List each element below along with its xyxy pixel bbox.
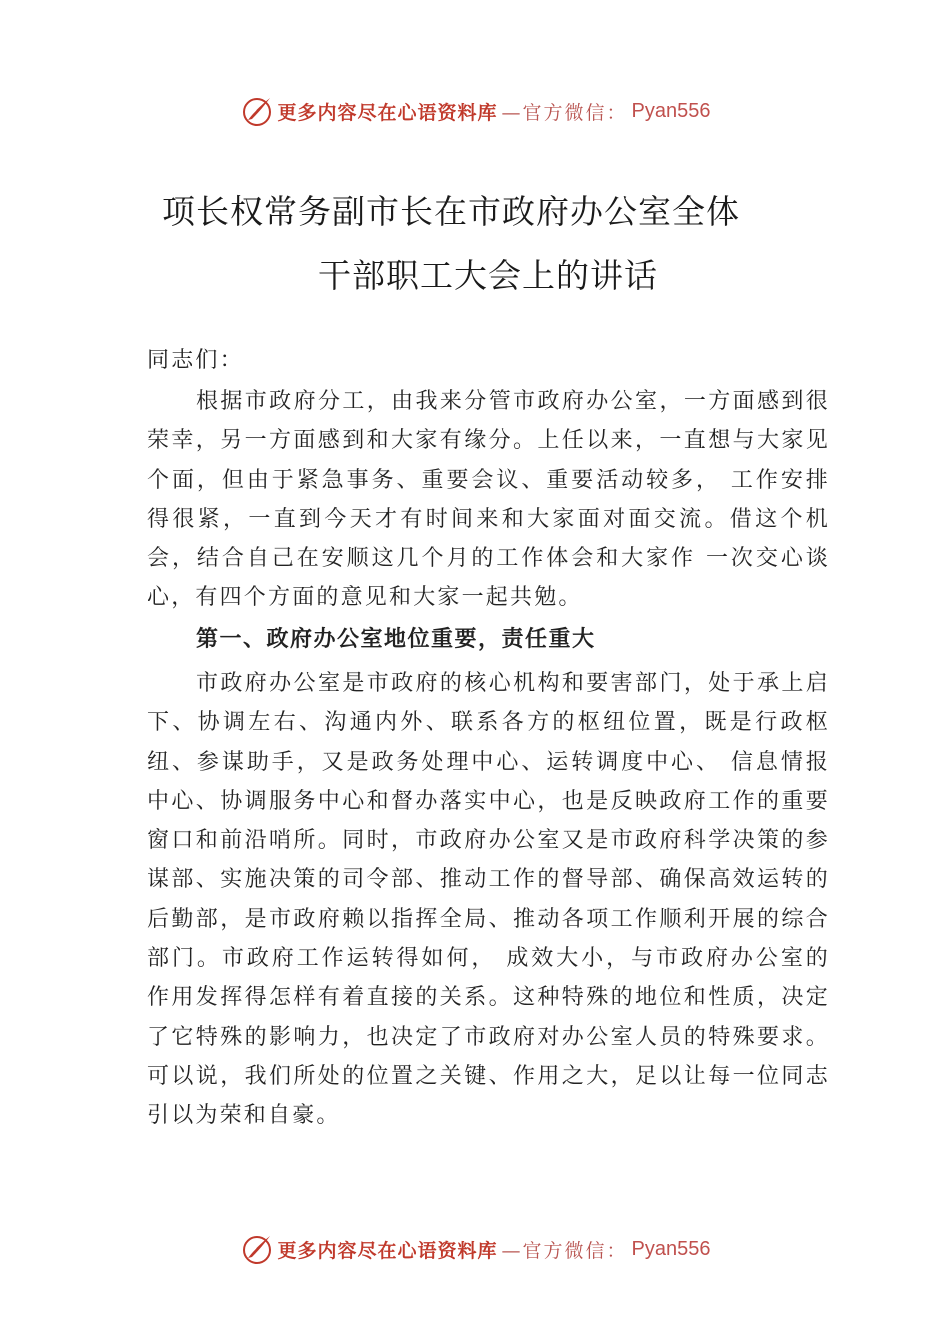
footer-watermark-banner — [0, 1232, 950, 1272]
quill-seal-icon — [240, 94, 274, 128]
header-watermark-banner — [0, 94, 950, 134]
document-title-line-1: 项长权常务副市长在市政府办公室全体 — [162, 192, 740, 231]
paragraph-2-text: 市政府办公室是市政府的核心机构和要害部门，处于承上启下、协调左右、沟通内外、联系各方的枢纽位置，既是行政枢纽、参谋助手，又是政务处理中心、运转调度中心、 信息情报中心、协调服务中心和督办落实中心，也是反映政府工作的重要窗口和前沿哨所。同时，市政府办公室又是市政府科学决策的参谋部、实施决策的司令部、推动工作的督导部、确保高效运转的后勤部，是市政府赖以指挥全局、推动各项工作顺利开展的综合部门。市政府工作运转得如何， 成效大小，与市政府办公室的作用发挥得怎样有着直接的关系。这种特殊的地位和性质，决定了它特殊的影响力，也决定了市政府对办公室人员的特殊要求。可以说，我们所处的位置之关键、作用之大，足以让每一位同志引以为荣和自豪。 — [147, 671, 830, 1129]
banner-wechat-id: Pyan556 — [631, 1237, 711, 1260]
banner-wechat-id: Pyan556 — [631, 99, 711, 122]
paragraph-1-text: 根据市政府分工，由我来分管市政府办公室，一方面感到很荣幸，另一方面感到和大家有缘分。上任以来，一直想与大家见个面，但由于紧急事务、重要会议、重要活动较多， 工作安排得很紧，一直到今天才有时间来和大家面对面交流。借这个机会，结合自己在安顺这几个月的工作体会和大家作 一次交心谈心，有四个方面的意见和大家一起共勉。 — [147, 389, 830, 611]
banner-contact-label: —官方微信： — [501, 101, 628, 124]
document-title-line-2: 干部职工大会上的讲话 — [318, 256, 658, 295]
section-heading-1: 第一、政府办公室地位重要，责任重大 — [196, 627, 596, 652]
banner-contact-label: —官方微信： — [501, 1239, 628, 1262]
paragraph-2 — [147, 664, 830, 1136]
paragraph-1 — [147, 382, 830, 618]
quill-seal-icon — [240, 1232, 274, 1266]
banner-library-text: 更多内容尽在心语资料库 — [277, 101, 498, 124]
banner-library-text: 更多内容尽在心语资料库 — [277, 1239, 498, 1262]
greeting: 同志们： — [147, 348, 244, 373]
